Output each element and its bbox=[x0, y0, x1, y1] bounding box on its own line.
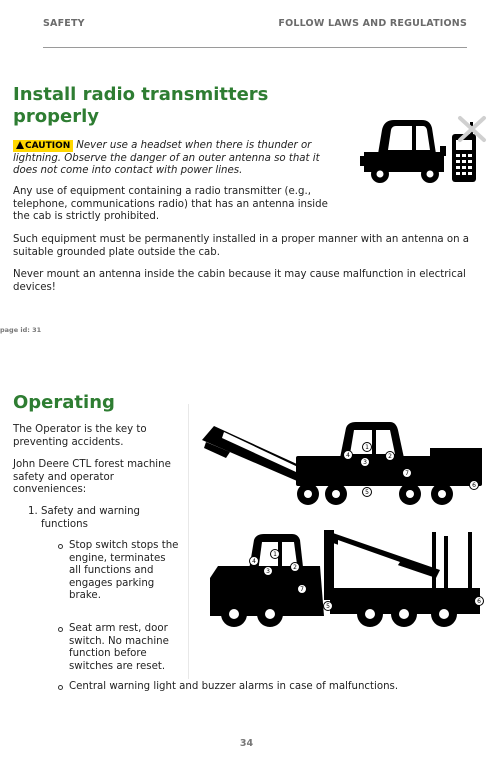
svg-text:5: 5 bbox=[326, 603, 330, 610]
bullet-icon bbox=[58, 627, 63, 632]
column-divider bbox=[188, 404, 189, 679]
page-id-label: page id: 31 bbox=[0, 326, 42, 334]
callout-7 bbox=[298, 585, 307, 594]
callout-5 bbox=[363, 488, 372, 497]
svg-text:5: 5 bbox=[365, 489, 369, 496]
page-header bbox=[43, 15, 467, 33]
svg-text:6: 6 bbox=[472, 482, 476, 489]
harvester-machine-icon bbox=[202, 422, 482, 505]
callout-3 bbox=[264, 567, 273, 576]
callout-2 bbox=[386, 452, 395, 461]
page-number: 34 bbox=[239, 738, 254, 749]
list-item-text: Safety and warning functions bbox=[41, 506, 141, 530]
section-title-operating: Operating bbox=[13, 392, 115, 413]
callout-6 bbox=[470, 481, 479, 490]
callout-6 bbox=[475, 597, 484, 606]
svg-text:7: 7 bbox=[300, 586, 304, 593]
bullet-item: Seat arm rest, door switch. No machine function before switches are reset. bbox=[69, 623, 179, 673]
svg-text:1: 1 bbox=[365, 444, 369, 451]
header-divider bbox=[43, 47, 467, 48]
section-title-radio: Install radio transmitters properly bbox=[13, 84, 269, 127]
bullet-icon bbox=[58, 685, 63, 690]
callout-4 bbox=[250, 557, 259, 566]
header-topic-label: FOLLOW LAWS AND REGULATIONS bbox=[278, 18, 467, 29]
caution-text: Never use a headset when there is thunder or lightning. Observe the danger of an outer antenna so that it does not come into contact with power lines. bbox=[13, 140, 320, 176]
svg-text:3: 3 bbox=[363, 459, 367, 466]
callout-3 bbox=[361, 458, 370, 467]
svg-text:1: 1 bbox=[273, 551, 277, 558]
radio-paragraph-1: Any use of equipment containing a radio transmitter (e.g., telephone, communications radio) that has an antenna inside the cab is strictly prohibited. bbox=[13, 186, 328, 222]
svg-text:7: 7 bbox=[405, 470, 409, 477]
cab-radio-illustration bbox=[360, 112, 490, 187]
bullet-icon bbox=[58, 544, 63, 549]
radio-paragraph-2: Such equipment must be permanently installed in a proper manner with an antenna on a suitable grounded plate outside the cab. bbox=[13, 234, 470, 258]
warning-triangle-icon bbox=[16, 141, 24, 149]
caution-notice bbox=[13, 140, 343, 178]
svg-text:3: 3 bbox=[266, 568, 270, 575]
svg-text:2: 2 bbox=[388, 453, 392, 460]
harvester-illustration bbox=[200, 418, 485, 508]
svg-text:4: 4 bbox=[252, 558, 256, 565]
bullet-item: Central warning light and buzzer alarms in case of malfunctions. bbox=[69, 681, 469, 694]
callout-1 bbox=[363, 443, 372, 452]
header-section-label: SAFETY bbox=[43, 18, 85, 29]
caution-badge: CAUTION bbox=[13, 140, 73, 152]
svg-text:4: 4 bbox=[346, 452, 350, 459]
callout-4 bbox=[344, 451, 353, 460]
operating-paragraph-1: The Operator is the key to preventing accidents. bbox=[13, 424, 147, 448]
radio-paragraph-3: Never mount an antenna inside the cabin because it may cause malfunction in electrical devices! bbox=[13, 269, 466, 293]
callout-7 bbox=[403, 469, 412, 478]
forwarder-illustration bbox=[200, 526, 485, 631]
callout-1 bbox=[271, 550, 280, 559]
cab-machine-icon bbox=[360, 120, 446, 183]
list-item bbox=[28, 506, 178, 531]
list-number: 1. bbox=[28, 506, 38, 517]
svg-text:6: 6 bbox=[477, 598, 481, 605]
operating-paragraph-2: John Deere CTL forest machine safety and operator conveniences: bbox=[13, 459, 171, 495]
svg-text:2: 2 bbox=[293, 564, 297, 571]
bullet-item: Stop switch stops the engine, terminates all functions and engages parking brake. bbox=[69, 540, 179, 603]
callout-2 bbox=[291, 563, 300, 572]
callout-5 bbox=[324, 602, 333, 611]
forwarder-machine-icon bbox=[210, 530, 480, 627]
